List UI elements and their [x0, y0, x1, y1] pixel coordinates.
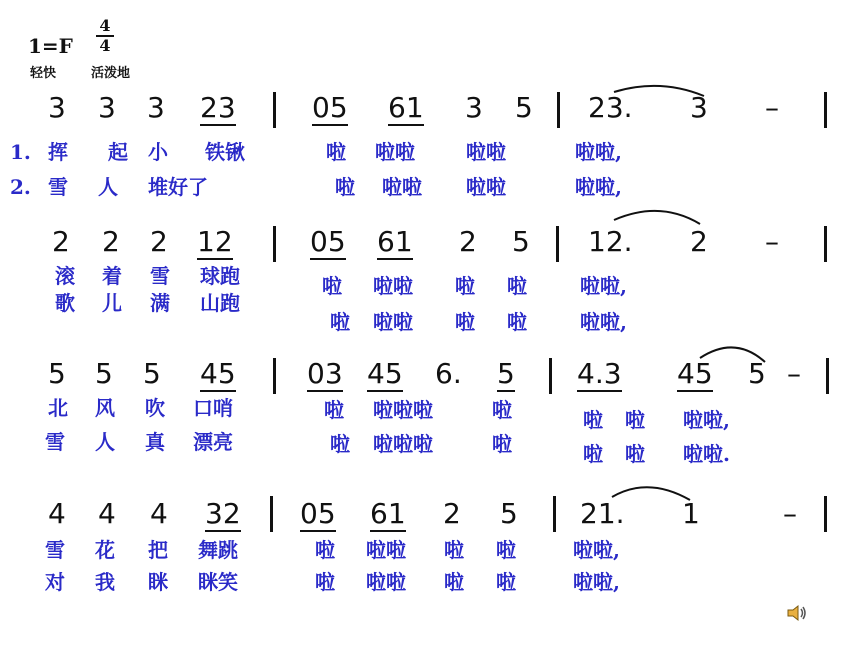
rest-dash: –	[787, 357, 801, 390]
lyric: 啦	[324, 398, 344, 422]
lyric: 儿	[102, 291, 122, 315]
lyric: 啦啦	[382, 175, 422, 199]
note-group: 05	[312, 91, 348, 124]
note: 4	[98, 497, 116, 530]
lyric: 球跑	[200, 264, 240, 288]
note: 5	[500, 497, 518, 530]
lyric: 吹	[145, 396, 165, 420]
lyric: 啦啦	[373, 310, 413, 334]
note-group: 45	[200, 357, 236, 390]
lyric: 对	[45, 570, 65, 594]
lyric: 啦	[496, 538, 516, 562]
rest-dash: –	[765, 225, 779, 258]
lyric: 啦	[335, 175, 355, 199]
note-group: 32	[205, 497, 241, 530]
note-group: 21.	[580, 497, 625, 530]
lyric: 啦	[583, 408, 603, 432]
note-group: 05	[300, 497, 336, 530]
lyric: 啦啦啦	[373, 398, 433, 422]
note: 4	[150, 497, 168, 530]
note: 5	[48, 357, 66, 390]
lyric: 人	[95, 430, 115, 454]
note: 3	[690, 91, 708, 124]
note-group: 05	[310, 225, 346, 258]
note: 3	[465, 91, 483, 124]
lyric: 啦啦	[366, 538, 406, 562]
lyric: 满	[150, 291, 170, 315]
expression-marking: 活泼地	[91, 66, 131, 81]
note: 5	[95, 357, 113, 390]
lyric: 啦	[322, 274, 342, 298]
note: 5	[497, 357, 515, 390]
lyric: 啦	[315, 570, 335, 594]
rest-dash: –	[765, 91, 779, 124]
note-group: 61	[388, 91, 424, 124]
lyric: 风	[95, 396, 115, 420]
lyric: 眯	[148, 570, 168, 594]
note: 5	[515, 91, 533, 124]
lyric: 啦啦,	[580, 310, 627, 334]
lyric: 啦啦啦	[373, 432, 433, 456]
verse-number: 1.	[10, 140, 31, 164]
note-group: 61	[370, 497, 406, 530]
note-group: 23.	[588, 91, 633, 124]
barline	[273, 226, 276, 262]
note-group: 61	[377, 225, 413, 258]
barline	[549, 358, 552, 394]
note: 3	[147, 91, 165, 124]
note-group: 23	[200, 91, 236, 124]
note: 1	[682, 497, 700, 530]
speaker-icon[interactable]	[786, 604, 808, 622]
lyric: 着	[102, 264, 122, 288]
tempo-marking: 轻快	[30, 66, 57, 81]
lyric: 啦	[455, 310, 475, 334]
barline	[553, 496, 556, 532]
lyric: 口哨	[193, 396, 233, 420]
lyric: 啦	[330, 432, 350, 456]
barline	[824, 496, 827, 532]
lyric: 真	[145, 430, 165, 454]
lyric: 山跑	[200, 291, 240, 315]
lyric: 铁锹	[205, 140, 245, 164]
lyric: 啦	[326, 140, 346, 164]
barline	[273, 92, 276, 128]
lyric: 雪	[48, 175, 68, 199]
time-signature-bottom: 4	[99, 36, 111, 55]
lyric: 雪	[150, 264, 170, 288]
lyric: 堆好了	[148, 175, 208, 199]
lyric: 啦啦.	[683, 442, 730, 466]
lyric: 啦啦,	[575, 175, 622, 199]
lyric: 眯笑	[198, 570, 238, 594]
note: 3	[98, 91, 116, 124]
note-group: 45	[677, 357, 713, 390]
lyric: 啦	[625, 442, 645, 466]
lyric: 啦啦,	[573, 538, 620, 562]
lyric: 啦啦	[466, 140, 506, 164]
lyric: 啦	[330, 310, 350, 334]
lyric: 啦	[492, 432, 512, 456]
lyric: 起	[108, 140, 128, 164]
lyric: 北	[48, 396, 68, 420]
key-signature: 1=F	[28, 34, 73, 58]
barline	[557, 92, 560, 128]
note: 2	[690, 225, 708, 258]
note-group: 03	[307, 357, 343, 390]
lyric: 啦	[444, 570, 464, 594]
lyric: 滚	[55, 264, 75, 288]
lyric: 啦	[507, 274, 527, 298]
lyric: 啦	[444, 538, 464, 562]
note-group: 4.3	[577, 357, 622, 390]
barline	[824, 226, 827, 262]
lyric: 小	[148, 140, 168, 164]
note: 6.	[435, 357, 462, 390]
lyric: 啦	[455, 274, 475, 298]
note: 2	[52, 225, 70, 258]
note-group: 12	[197, 225, 233, 258]
lyric: 把	[148, 538, 168, 562]
verse-number: 2.	[10, 175, 31, 199]
lyric: 啦啦	[366, 570, 406, 594]
lyric: 雪	[45, 430, 65, 454]
lyric: 啦啦,	[580, 274, 627, 298]
lyric: 舞跳	[198, 538, 238, 562]
lyric: 啦啦,	[573, 570, 620, 594]
barline	[270, 496, 273, 532]
note-group: 45	[367, 357, 403, 390]
lyric: 花	[95, 538, 115, 562]
time-signature-top: 4	[99, 16, 111, 35]
lyric: 我	[95, 570, 115, 594]
note: 2	[150, 225, 168, 258]
note: 4	[48, 497, 66, 530]
barline	[556, 226, 559, 262]
note: 3	[48, 91, 66, 124]
note: 2	[102, 225, 120, 258]
lyric: 啦	[583, 442, 603, 466]
lyric: 挥	[48, 140, 68, 164]
lyric: 漂亮	[193, 430, 233, 454]
lyric: 啦啦	[466, 175, 506, 199]
lyric: 啦	[315, 538, 335, 562]
tie-row-2	[614, 211, 700, 224]
note: 5	[143, 357, 161, 390]
note: 2	[459, 225, 477, 258]
note: 5	[512, 225, 530, 258]
barline	[273, 358, 276, 394]
barline	[826, 358, 829, 394]
lyric: 人	[98, 175, 118, 199]
lyric: 啦	[492, 398, 512, 422]
note: 2	[443, 497, 461, 530]
lyric: 歌	[55, 291, 75, 315]
lyric: 雪	[45, 538, 65, 562]
lyric: 啦啦,	[575, 140, 622, 164]
lyric: 啦	[507, 310, 527, 334]
barline	[824, 92, 827, 128]
note: 5	[748, 357, 766, 390]
note-group: 12.	[588, 225, 633, 258]
lyric: 啦	[625, 408, 645, 432]
lyric: 啦	[496, 570, 516, 594]
lyric: 啦啦	[373, 274, 413, 298]
lyric: 啦啦,	[683, 408, 730, 432]
rest-dash: –	[783, 497, 797, 530]
lyric: 啦啦	[375, 140, 415, 164]
